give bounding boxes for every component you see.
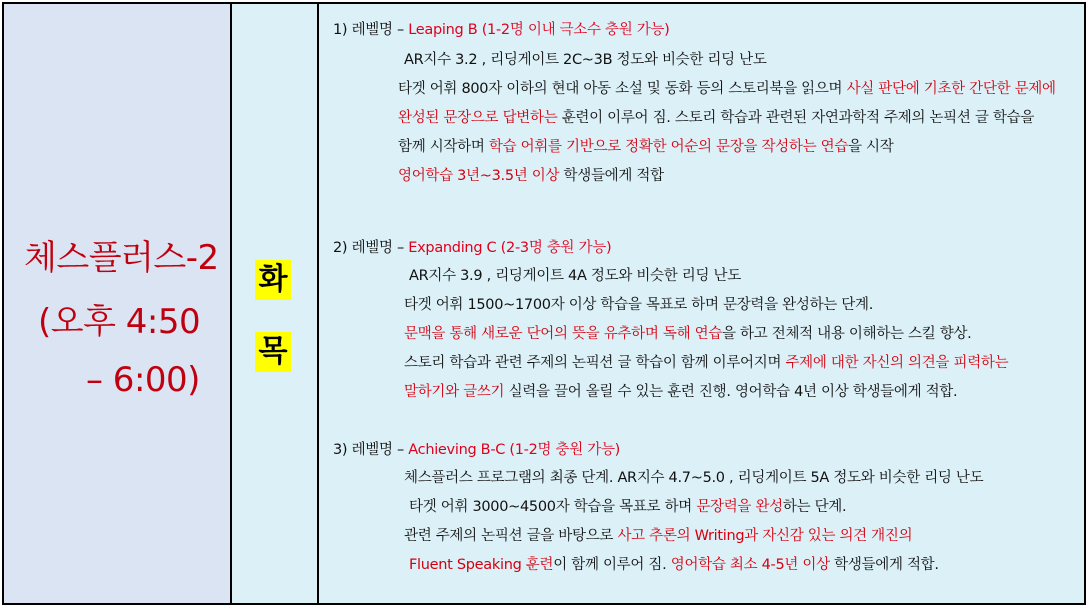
highlight-text: 학습 어휘를 기반으로 정확한 어순의 문장을 작성하는 연습 — [488, 139, 849, 155]
level-1-line — [398, 135, 893, 156]
body-text: 스토리 학습과 관련 주제의 논픽션 글 학습이 함께 이루어지며 — [404, 355, 786, 371]
highlight-text: 영어학습 3년~3.5년 이상 — [398, 168, 560, 184]
body-text: 이 함께 이루어 짐. — [553, 557, 671, 573]
level-1-line — [398, 77, 1056, 98]
body-text: 타겟 어휘 800자 이하의 현대 아동 소설 및 동화 등의 스토리북을 읽으며 — [398, 81, 847, 97]
body-text: AR지수 3.2 , 리딩게이트 2C~3B 정도와 비슷한 리딩 난도 — [404, 52, 767, 68]
level-heading-prefix: 2) 레벨명 – — [333, 240, 409, 256]
body-text: 훈련이 이루어 짐. 스토리 학습과 관련된 자연과학적 주제의 논픽션 글 학습을 — [557, 110, 1035, 126]
body-text: 학생들에게 적합 — [559, 168, 664, 184]
level-3-line — [409, 495, 846, 516]
class-time-end: – 6:00) — [86, 360, 200, 400]
highlight-text: 사고 추론의 Writing과 자신감 있는 의견 개진의 — [617, 528, 913, 544]
level-description-cell — [319, 4, 1084, 603]
body-text: 을 하고 전체적 내용 이해하는 스킬 향상. — [722, 326, 972, 342]
level-3-line — [404, 524, 912, 545]
body-text: 을 시작 — [848, 139, 894, 155]
level-heading-prefix: 1) 레벨명 – — [333, 22, 409, 38]
level-3-line — [409, 553, 939, 574]
body-text: 하는 단계. — [782, 499, 847, 515]
level-heading-3 — [333, 438, 620, 459]
highlight-text: 완성된 문장으로 답변하는 — [398, 110, 558, 126]
day-thursday: 목 — [255, 332, 291, 372]
highlight-text: 문맥을 통해 새로운 단어의 뜻을 유추하며 독해 연습 — [404, 326, 723, 342]
level-heading-2 — [333, 236, 611, 257]
day-tuesday: 화 — [255, 260, 291, 300]
level-1-line — [398, 164, 664, 185]
body-text: 체스플러스 프로그램의 최종 단계. AR지수 4.7~5.0 , 리딩게이트 5A 정도와 비슷한 리딩 난도 — [404, 470, 984, 486]
level-3-line — [404, 466, 983, 487]
highlight-text: 말하기와 글쓰기 — [404, 384, 505, 400]
level-heading-prefix: 3) 레벨명 – — [333, 442, 409, 458]
level-name: Achieving B-C (1-2명 충원 가능) — [408, 442, 621, 458]
level-2-line — [409, 264, 741, 285]
level-heading-1 — [333, 18, 670, 39]
body-text: 타겟 어휘 1500~1700자 이상 학습을 목표로 하며 문장력을 완성하는 단계. — [404, 297, 874, 313]
body-text: 학생들에게 적합. — [829, 557, 939, 573]
class-name-cell — [4, 4, 232, 603]
level-name: Leaping B (1-2명 이내 극소수 충원 가능) — [408, 22, 670, 38]
level-1-line — [404, 48, 767, 69]
level-2-line — [404, 380, 957, 401]
highlight-text: Fluent Speaking 훈련 — [409, 557, 554, 573]
level-name: Expanding C (2-3명 충원 가능) — [408, 240, 612, 256]
body-text: AR지수 3.9 , 리딩게이트 4A 정도와 비슷한 리딩 난도 — [409, 268, 741, 284]
level-2-line — [404, 351, 1008, 372]
highlight-text: 주제에 대한 자신의 의견을 피력하는 — [785, 355, 1009, 371]
schedule-table — [2, 2, 1086, 605]
class-name: 체스플러스-2 — [24, 238, 219, 278]
highlight-text: 사실 판단에 기초한 간단한 문제에 — [846, 81, 1056, 97]
body-text: 관련 주제의 논픽션 글을 바탕으로 — [404, 528, 618, 544]
level-1-line — [398, 106, 1034, 127]
body-text: 타겟 어휘 3000~4500자 학습을 목표로 하며 — [409, 499, 697, 515]
highlight-text: 영어학습 최소 4-5년 이상 — [670, 557, 830, 573]
class-time-start: (오후 4:50 — [38, 302, 201, 342]
level-2-line — [404, 293, 873, 314]
level-2-line — [404, 322, 972, 343]
highlight-text: 문장력을 완성 — [696, 499, 783, 515]
body-text: 실력을 끌어 올릴 수 있는 훈련 진행. 영어학습 4년 이상 학생들에게 적합. — [504, 384, 958, 400]
body-text: 함께 시작하며 — [398, 139, 489, 155]
day-cell — [232, 4, 319, 603]
